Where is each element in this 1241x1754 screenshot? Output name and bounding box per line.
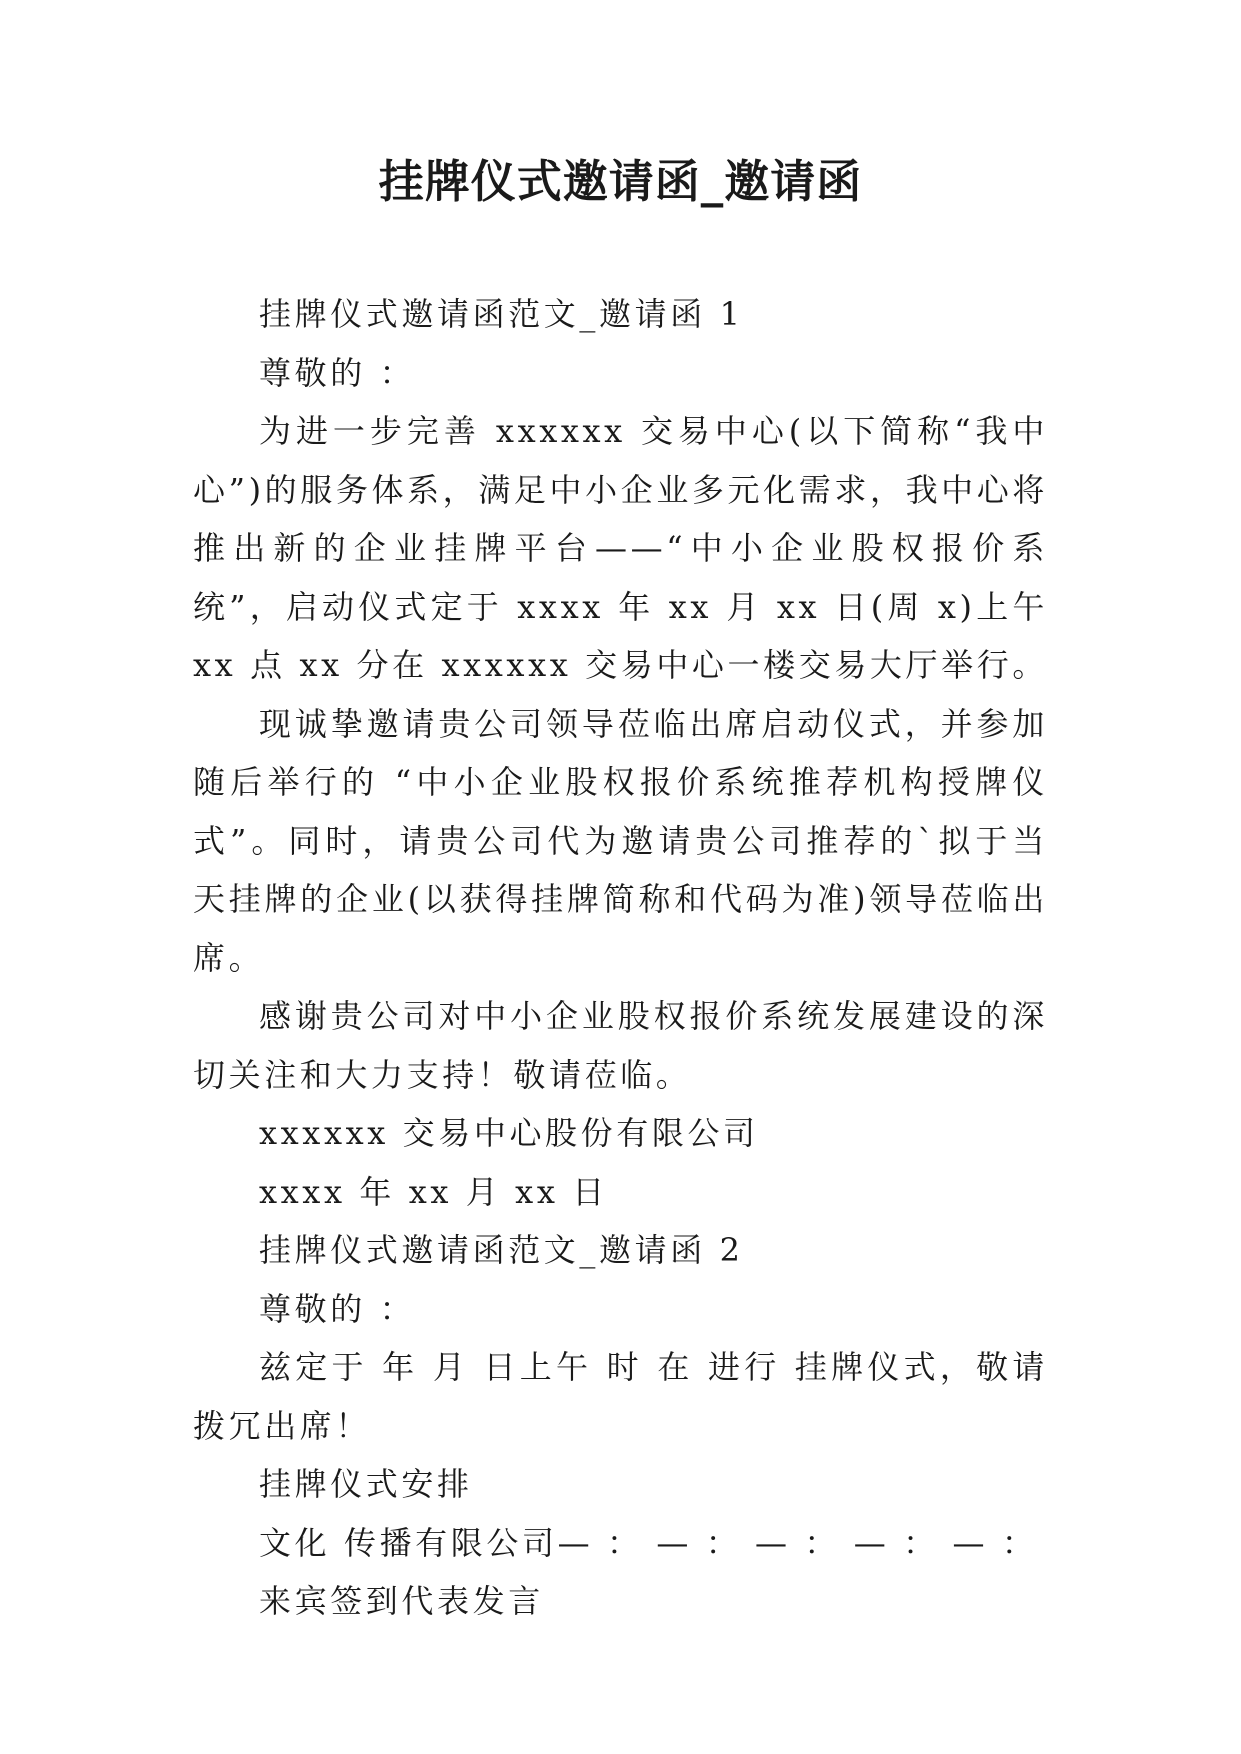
paragraph-invitation: 现诚挚邀请贵公司领导莅临出席启动仪式，并参加随后举行的 “中小企业股权报价系统推荐机构授牌仪式”。同时，请贵公司代为邀请贵公司推荐的`拟于当天挂牌的企业(以获得挂牌简称和代码为准)领导莅临出席。 bbox=[193, 704, 1048, 977]
paragraph-schedule-heading: 挂牌仪式安排 bbox=[259, 1465, 473, 1503]
paragraph-salutation-1: 尊敬的 ： bbox=[259, 353, 416, 392]
paragraph-schedule-items: 来宾签到代表发言 bbox=[259, 1582, 544, 1620]
paragraph-intro: 为进一步完善 xxxxxx 交易中心(以下简称“我中心”)的服务体系，满足中小企业多元化需求，我中心将推出新的企业挂牌平台——“中小企业股权报价系统”，启动仪式定于 xxxx 年 xx 月 xx 日(周 x)上午 xx 点 xx 分在 xxxxxx 交易中心一楼交易大厅举行。 bbox=[193, 412, 1048, 684]
document-body bbox=[193, 285, 1048, 1631]
paragraph-schedule-line: 文化 传播有限公司— ： — ： — ： — ： — ： bbox=[259, 1523, 1038, 1562]
paragraph-notice: 兹定于 年 月 日上午 时 在 进行 挂牌仪式，敬请拨冗出席！ bbox=[193, 1348, 1048, 1445]
paragraph-signature-company: xxxxxx 交易中心股份有限公司 bbox=[259, 1114, 759, 1152]
paragraph-heading-1: 挂牌仪式邀请函范文_邀请函 1 bbox=[259, 295, 744, 333]
paragraph-signature-date: xxxx 年 xx 月 xx 日 bbox=[259, 1172, 608, 1211]
paragraph-salutation-2: 尊敬的 ： bbox=[259, 1289, 416, 1328]
document-title: 挂牌仪式邀请函_邀请函 bbox=[378, 155, 863, 208]
paragraph-thanks: 感谢贵公司对中小企业股权报价系统发展建设的深切关注和大力支持！敬请莅临。 bbox=[193, 997, 1048, 1094]
paragraph-heading-2: 挂牌仪式邀请函范文_邀请函 2 bbox=[259, 1231, 744, 1269]
